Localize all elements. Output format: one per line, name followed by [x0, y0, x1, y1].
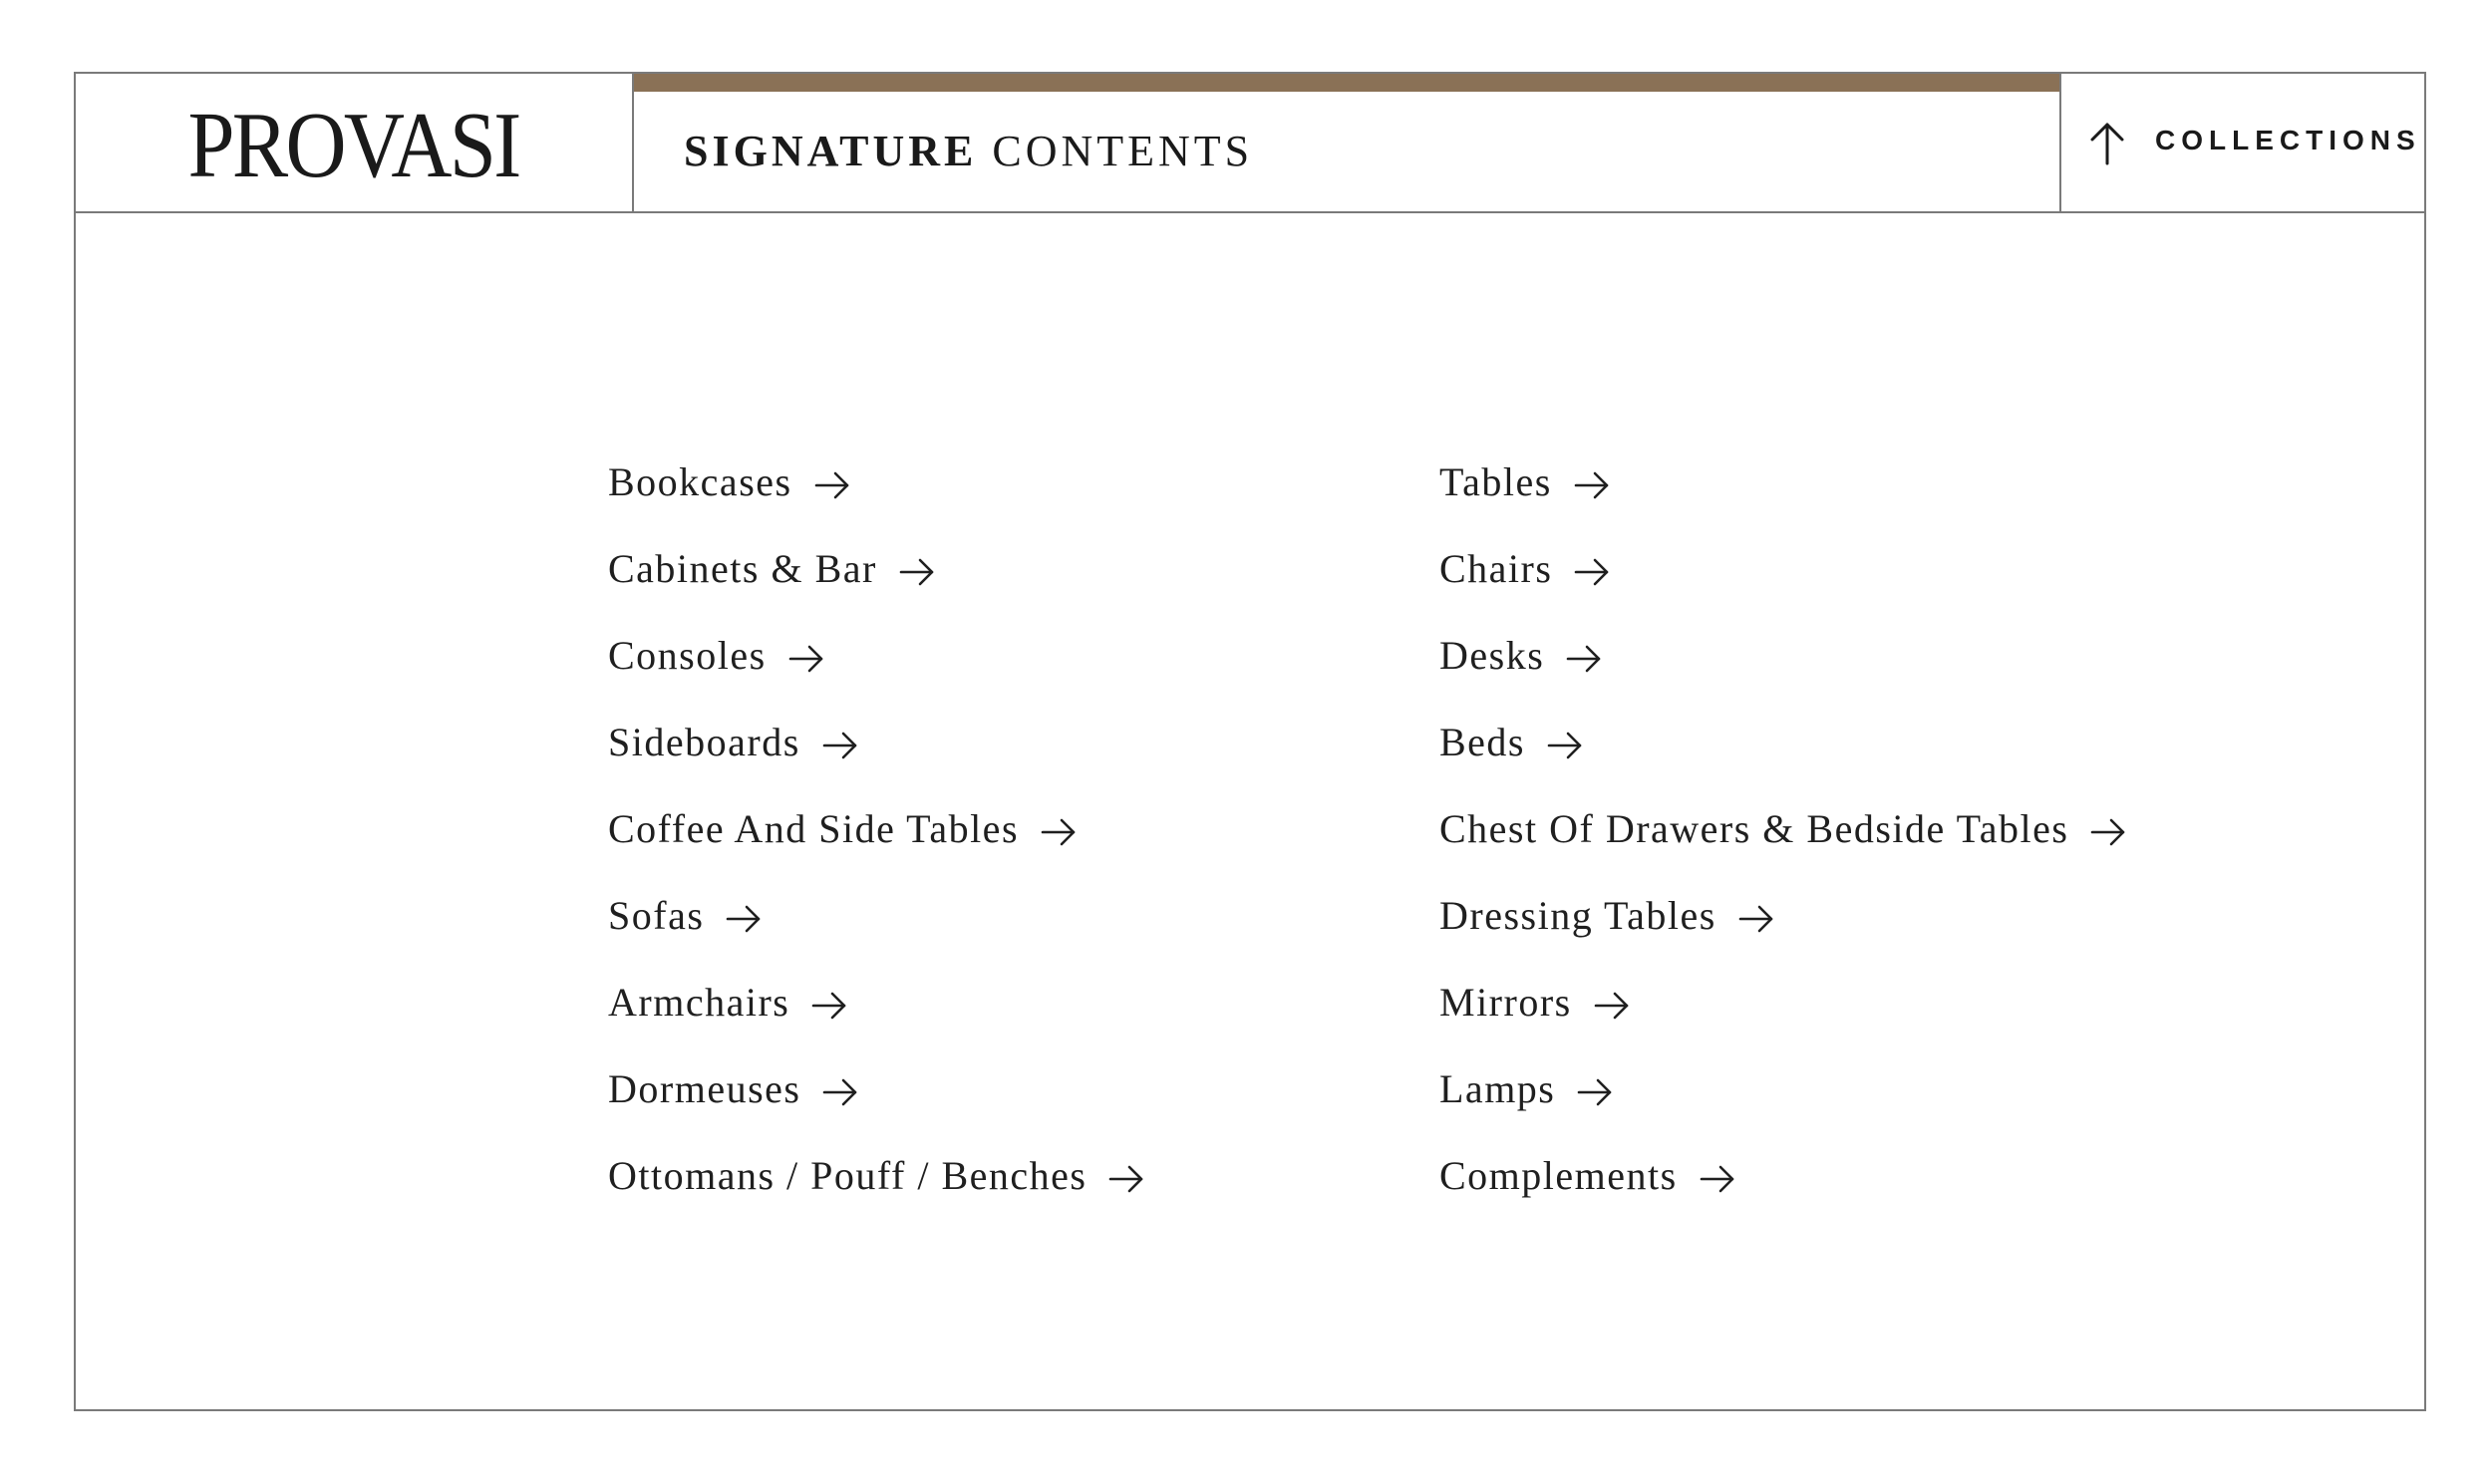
- menu-item-cabinets-and-bar[interactable]: [608, 525, 1144, 612]
- arrow-right-icon: [1700, 1164, 1735, 1194]
- menu-item-dormeuses[interactable]: [608, 1045, 1144, 1132]
- menu-item-tables[interactable]: [1439, 439, 2126, 525]
- menu-item-label: Chest Of Drawers & Bedside Tables: [1439, 805, 2069, 851]
- menu-item-desks[interactable]: [1439, 612, 2126, 699]
- menu-item-label: Consoles: [608, 632, 767, 678]
- arrow-right-icon: [1594, 991, 1630, 1021]
- menu-item-consoles[interactable]: [608, 612, 1144, 699]
- arrow-right-icon: [726, 904, 762, 934]
- arrow-right-icon: [814, 470, 850, 500]
- arrow-right-icon: [1566, 644, 1602, 674]
- arrow-right-icon: [1041, 817, 1077, 847]
- header: [76, 74, 2424, 213]
- progress-fill: [634, 74, 2059, 92]
- menu-item-label: Tables: [1439, 458, 1552, 504]
- menu-column-left: [608, 439, 1144, 1219]
- arrow-right-icon: [2090, 817, 2126, 847]
- menu-item-label: Sofas: [608, 892, 705, 938]
- arrow-right-icon: [899, 557, 935, 587]
- menu-item-lamps[interactable]: [1439, 1045, 2126, 1132]
- menu-item-ottomans-pouff-benches[interactable]: [608, 1132, 1144, 1219]
- arrow-right-icon: [1574, 557, 1610, 587]
- menu-item-beds[interactable]: [1439, 699, 2126, 785]
- arrow-right-icon: [1574, 470, 1610, 500]
- menu-item-armchairs[interactable]: [608, 959, 1144, 1045]
- title-cell: [634, 74, 2059, 211]
- arrow-right-icon: [1738, 904, 1774, 934]
- menu-item-sofas[interactable]: [608, 872, 1144, 959]
- menu-item-sideboards[interactable]: [608, 699, 1144, 785]
- menu-item-complements[interactable]: [1439, 1132, 2126, 1219]
- page-title-strong: SIGNATURE: [684, 127, 978, 175]
- page-title: [684, 127, 1254, 175]
- menu-item-label: Dormeuses: [608, 1065, 801, 1111]
- menu-item-label: Beds: [1439, 719, 1525, 764]
- menu-item-label: Desks: [1439, 632, 1545, 678]
- menu-item-coffee-and-side-tables[interactable]: [608, 785, 1144, 872]
- logo-cell[interactable]: [76, 74, 634, 211]
- arrow-right-icon: [822, 731, 858, 760]
- menu-item-mirrors[interactable]: [1439, 959, 2126, 1045]
- menu-item-dressing-tables[interactable]: [1439, 872, 2126, 959]
- arrow-right-icon: [788, 644, 824, 674]
- menu-item-label: Complements: [1439, 1152, 1678, 1198]
- menu-item-label: Chairs: [1439, 545, 1553, 591]
- brand-logo[interactable]: PROVASI: [187, 94, 520, 197]
- arrow-right-icon: [822, 1077, 858, 1107]
- menu-item-bookcases[interactable]: [608, 439, 1144, 525]
- arrow-right-icon: [1547, 731, 1583, 760]
- menu-item-label: Coffee And Side Tables: [608, 805, 1020, 851]
- arrow-right-icon: [1108, 1164, 1144, 1194]
- collections-button[interactable]: [2059, 74, 2424, 211]
- menu-item-label: Ottomans / Pouff / Benches: [608, 1152, 1088, 1198]
- page-title-regular: CONTENTS: [992, 127, 1254, 175]
- menu-item-chairs[interactable]: [1439, 525, 2126, 612]
- collections-label: COLLECTIONS: [2155, 125, 2421, 155]
- menu-item-label: Dressing Tables: [1439, 892, 1716, 938]
- menu-column-right: [1439, 439, 2126, 1219]
- arrow-right-icon: [1577, 1077, 1613, 1107]
- menu-item-label: Armchairs: [608, 979, 790, 1025]
- menu-item-chest-of-drawers-and-bedside-tables[interactable]: [1439, 785, 2126, 872]
- progress-bar: [634, 74, 2059, 92]
- menu-item-label: Mirrors: [1439, 979, 1572, 1025]
- menu-item-label: Sideboards: [608, 719, 800, 764]
- arrow-up-icon: [2089, 122, 2125, 165]
- menu-item-label: Bookcases: [608, 458, 792, 504]
- arrow-right-icon: [811, 991, 847, 1021]
- menu-item-label: Lamps: [1439, 1065, 1556, 1111]
- menu-item-label: Cabinets & Bar: [608, 545, 877, 591]
